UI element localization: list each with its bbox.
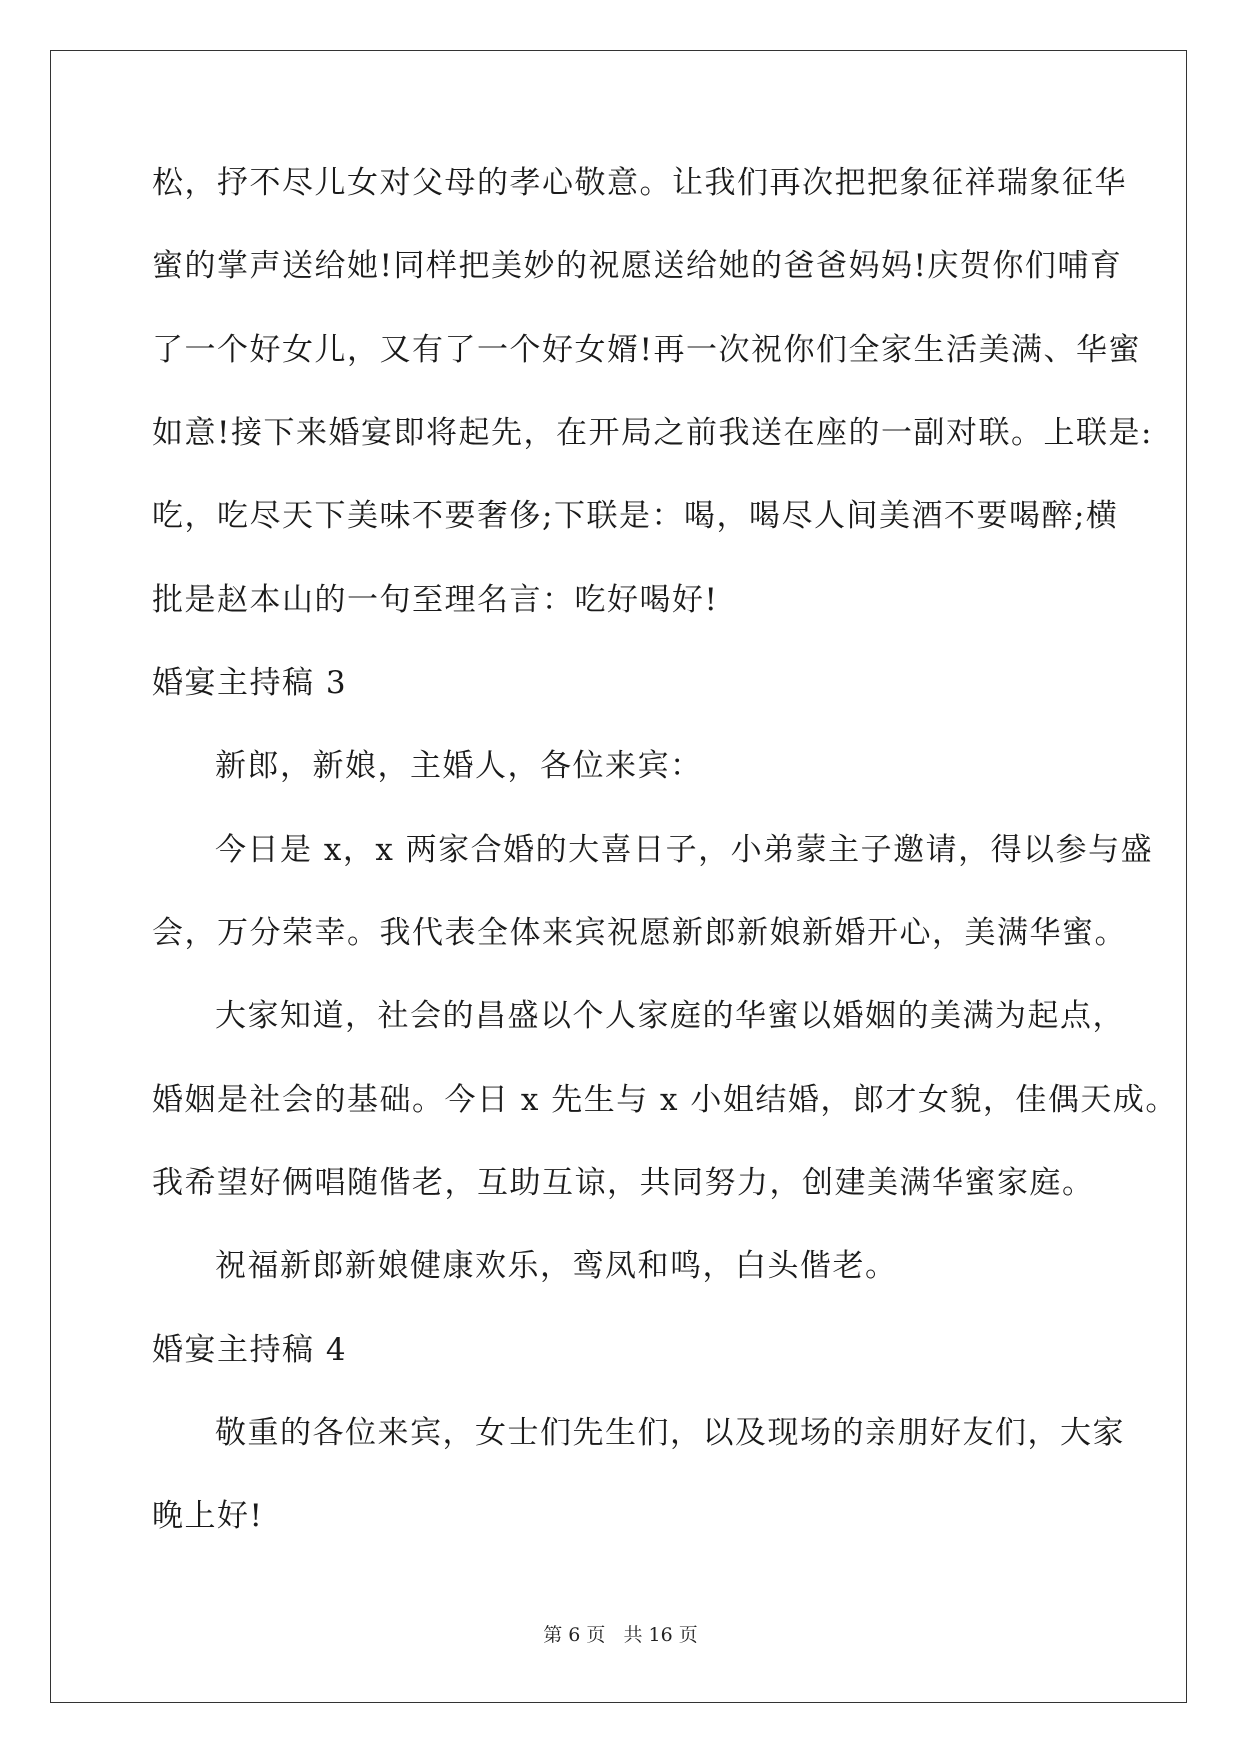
- page-footer: [0, 1623, 1241, 1647]
- paragraph-line: 松，抒不尽儿女对父母的孝心敬意。让我们再次把把象征祥瑞象征华: [152, 165, 1127, 201]
- page-number: 第 6 页: [543, 1624, 606, 1646]
- section-heading: 婚宴主持稿 3: [152, 665, 348, 701]
- paragraph-line: 新郎，新娘，主婚人，各位来宾：: [215, 748, 703, 784]
- paragraph-line: 我希望好俩唱随偕老，互助互谅，共同努力，创建美满华蜜家庭。: [152, 1165, 1095, 1201]
- paragraph-line: 晚上好!: [152, 1498, 264, 1534]
- paragraph-line: 大家知道，社会的昌盛以个人家庭的华蜜以婚姻的美满为起点，: [215, 998, 1125, 1034]
- paragraph-line: 祝福新郎新娘健康欢乐，鸾凤和鸣，白头偕老。: [215, 1248, 898, 1284]
- paragraph-line: 今日是 x，x 两家合婚的大喜日子，小弟蒙主子邀请，得以参与盛: [215, 832, 1154, 868]
- paragraph-line: 批是赵本山的一句至理名言：吃好喝好!: [152, 582, 719, 618]
- paragraph-line: 了一个好女儿，又有了一个好女婿!再一次祝你们全家生活美满、华蜜: [152, 332, 1141, 368]
- paragraph-line: 敬重的各位来宾，女士们先生们，以及现场的亲朋好友们，大家: [215, 1415, 1125, 1451]
- paragraph-line: 蜜的掌声送给她!同样把美妙的祝愿送给她的爸爸妈妈!庆贺你们哺育: [152, 248, 1123, 284]
- page-border: [50, 50, 1187, 1703]
- paragraph-line: 婚姻是社会的基础。今日 x 先生与 x 小姐结婚，郎才女貌，佳偶天成。: [152, 1082, 1178, 1118]
- page-total: 共 16 页: [623, 1624, 698, 1646]
- section-heading: 婚宴主持稿 4: [152, 1332, 348, 1368]
- paragraph-line: 如意!接下来婚宴即将起先，在开局之前我送在座的一副对联。上联是:: [152, 415, 1153, 451]
- paragraph-line: 吃，吃尽天下美味不要奢侈;下联是：喝，喝尽人间美酒不要喝醉;横: [152, 498, 1119, 534]
- paragraph-line: 会，万分荣幸。我代表全体来宾祝愿新郎新娘新婚开心，美满华蜜。: [152, 915, 1127, 951]
